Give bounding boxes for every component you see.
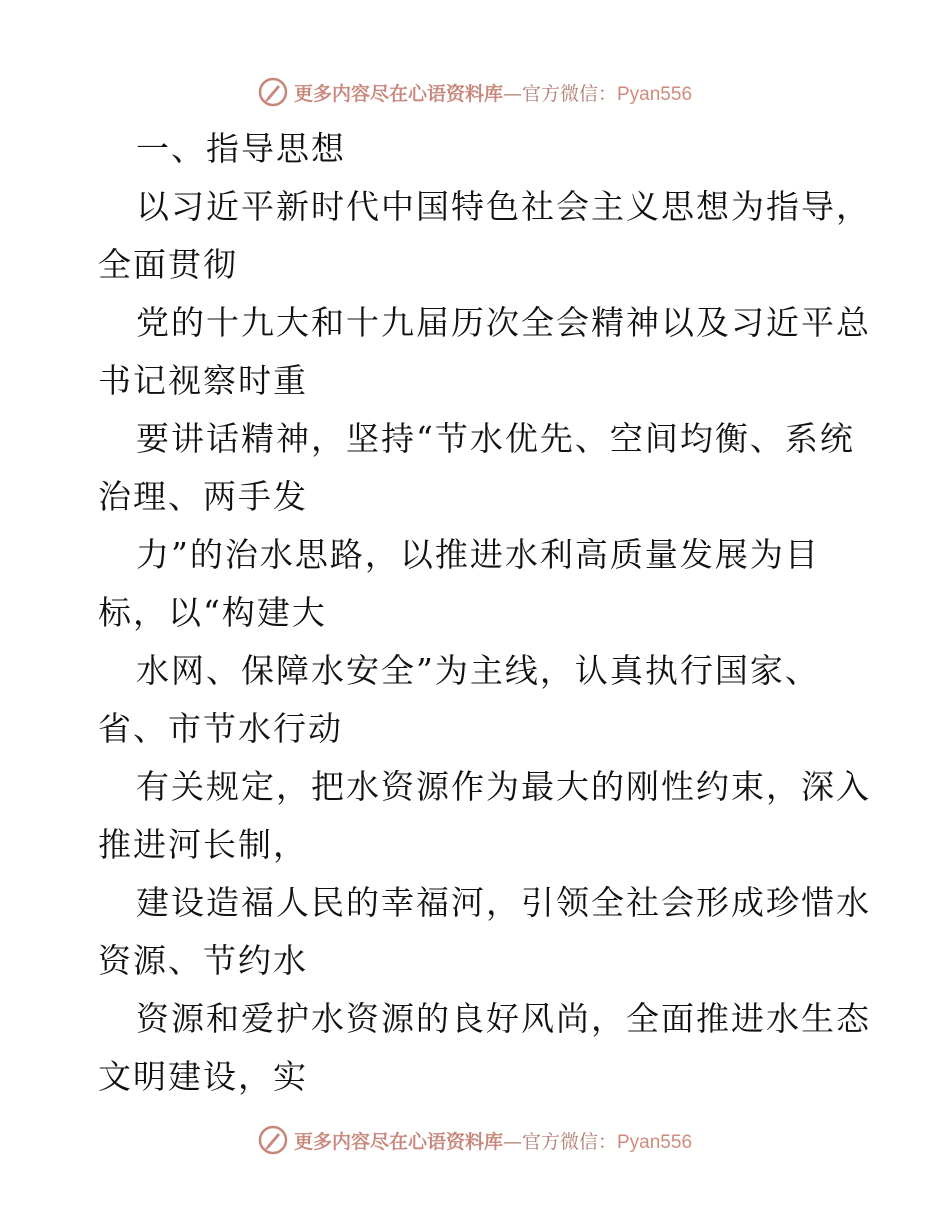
text-line: 治理、两手发 — [98, 477, 308, 516]
text-line: 书记视察时重 — [98, 361, 308, 400]
text-line: 资源、节约水 — [98, 941, 308, 980]
text-line: 资源和爱护水资源的良好风尚，全面推进水生态 — [136, 999, 871, 1038]
text-line: 推进河长制， — [98, 825, 308, 864]
feather-pen-icon — [258, 77, 288, 107]
watermark-footer — [0, 1120, 950, 1160]
watermark-text: 更多内容尽在心语资料库—官方微信：Pyan556 — [293, 1130, 693, 1153]
text-line: 水网、保障水安全”为主线，认真执行国家、 — [136, 651, 820, 690]
feather-pen-icon — [258, 1125, 288, 1155]
document-body — [98, 120, 871, 1106]
text-line: 标，以“构建大 — [98, 593, 327, 632]
text-line: 以习近平新时代中国特色社会主义思想为指导， — [136, 187, 871, 226]
text-line: 文明建设，实 — [98, 1057, 308, 1096]
watermark-text: 更多内容尽在心语资料库—官方微信：Pyan556 — [293, 82, 693, 105]
text-line: 全面贯彻 — [98, 245, 238, 284]
section-heading: 一、指导思想 — [136, 129, 346, 168]
watermark-header — [0, 72, 950, 112]
text-line: 建设造福人民的幸福河，引领全社会形成珍惜水 — [136, 883, 871, 922]
text-line: 省、市节水行动 — [98, 709, 343, 748]
text-line: 要讲话精神，坚持“节水优先、空间均衡、系统 — [136, 419, 855, 458]
text-line: 党的十九大和十九届历次全会精神以及习近平总 — [136, 303, 871, 342]
text-line: 力”的治水思路，以推进水利高质量发展为目 — [136, 535, 820, 574]
text-line: 有关规定，把水资源作为最大的刚性约束，深入 — [136, 767, 871, 806]
